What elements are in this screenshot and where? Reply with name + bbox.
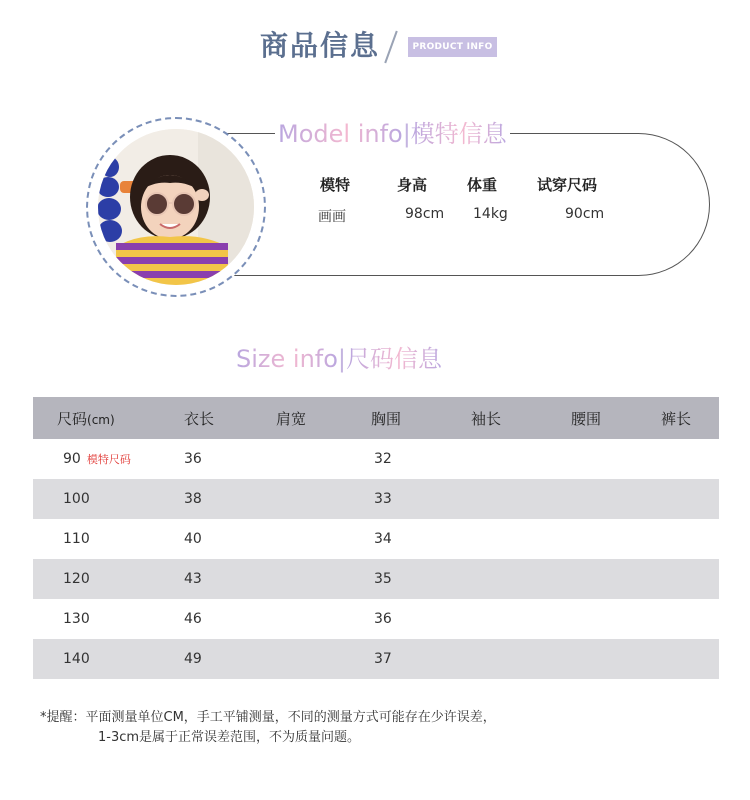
size-table-body	[33, 439, 719, 679]
table-row	[33, 519, 719, 559]
model-height-value: 98cm	[405, 206, 445, 222]
chest-cell: 32	[374, 451, 392, 467]
model-heading-cn: 模特信息	[410, 120, 507, 148]
table-row	[33, 639, 719, 679]
header-size	[33, 408, 176, 429]
chest-cell: 34	[374, 531, 392, 547]
measurement-note	[40, 708, 496, 748]
chest-cell: 37	[374, 651, 392, 667]
model-info-header-row	[312, 174, 627, 195]
model-photo	[98, 129, 254, 285]
model-heading-en: Model info	[278, 120, 403, 148]
model-info-table	[312, 174, 627, 226]
size-table-header	[33, 397, 719, 439]
chest-cell: 35	[374, 571, 392, 587]
header-shoulder: 肩宽	[276, 409, 307, 428]
note-line-2: 1-3cm是属于正常误差范围，不为质量问题。	[98, 730, 361, 745]
size-cell: 120	[63, 571, 90, 587]
length-cell: 40	[184, 531, 202, 547]
page-title: 商品信息	[260, 29, 381, 62]
size-cell: 130	[63, 611, 90, 627]
header-length: 衣长	[184, 409, 215, 428]
header-sleeve: 袖长	[471, 409, 502, 428]
model-size-tag: 模特尺码	[86, 453, 131, 466]
model-weight-value: 14kg	[473, 206, 508, 222]
model-info-heading	[275, 114, 510, 149]
table-row	[33, 439, 719, 479]
model-name-value: 画画	[318, 209, 346, 225]
length-cell: 38	[184, 491, 202, 507]
header-waist: 腰围	[571, 409, 602, 428]
size-heading-en: Size info	[236, 345, 338, 373]
product-info-badge: PRODUCT INFO	[408, 37, 497, 57]
length-cell: 36	[184, 451, 202, 467]
size-value: 90	[63, 451, 81, 467]
model-col-size: 试穿尺码	[537, 176, 598, 194]
model-heading-separator: |	[402, 120, 411, 148]
model-col-height: 身高	[397, 176, 428, 194]
header-pants: 裤长	[661, 409, 692, 428]
model-size-value: 90cm	[565, 206, 605, 222]
size-cell: 100	[63, 491, 90, 507]
model-col-weight: 体重	[467, 176, 498, 194]
length-cell: 49	[184, 651, 202, 667]
size-info-heading	[236, 339, 442, 374]
size-heading-separator: |	[337, 345, 346, 373]
model-col-name: 模特	[320, 176, 351, 194]
table-row	[33, 559, 719, 599]
note-line-1: *提醒：平面测量单位CM，手工平铺测量，不同的测量方式可能存在少许误差，	[40, 710, 496, 725]
size-cell: 110	[63, 531, 90, 547]
title-divider	[384, 31, 398, 64]
size-heading-cn: 尺码信息	[346, 345, 442, 373]
chest-cell: 36	[374, 611, 392, 627]
length-cell: 43	[184, 571, 202, 587]
header-size-unit: (cm)	[87, 412, 115, 427]
size-cell	[33, 451, 176, 467]
header-chest: 胸围	[371, 409, 402, 428]
header-size-label: 尺码	[57, 409, 88, 428]
model-info-value-row	[312, 195, 627, 226]
chest-cell: 33	[374, 491, 392, 507]
table-row	[33, 479, 719, 519]
length-cell: 46	[184, 611, 202, 627]
size-table	[33, 397, 719, 679]
table-row	[33, 599, 719, 639]
size-cell: 140	[63, 651, 90, 667]
